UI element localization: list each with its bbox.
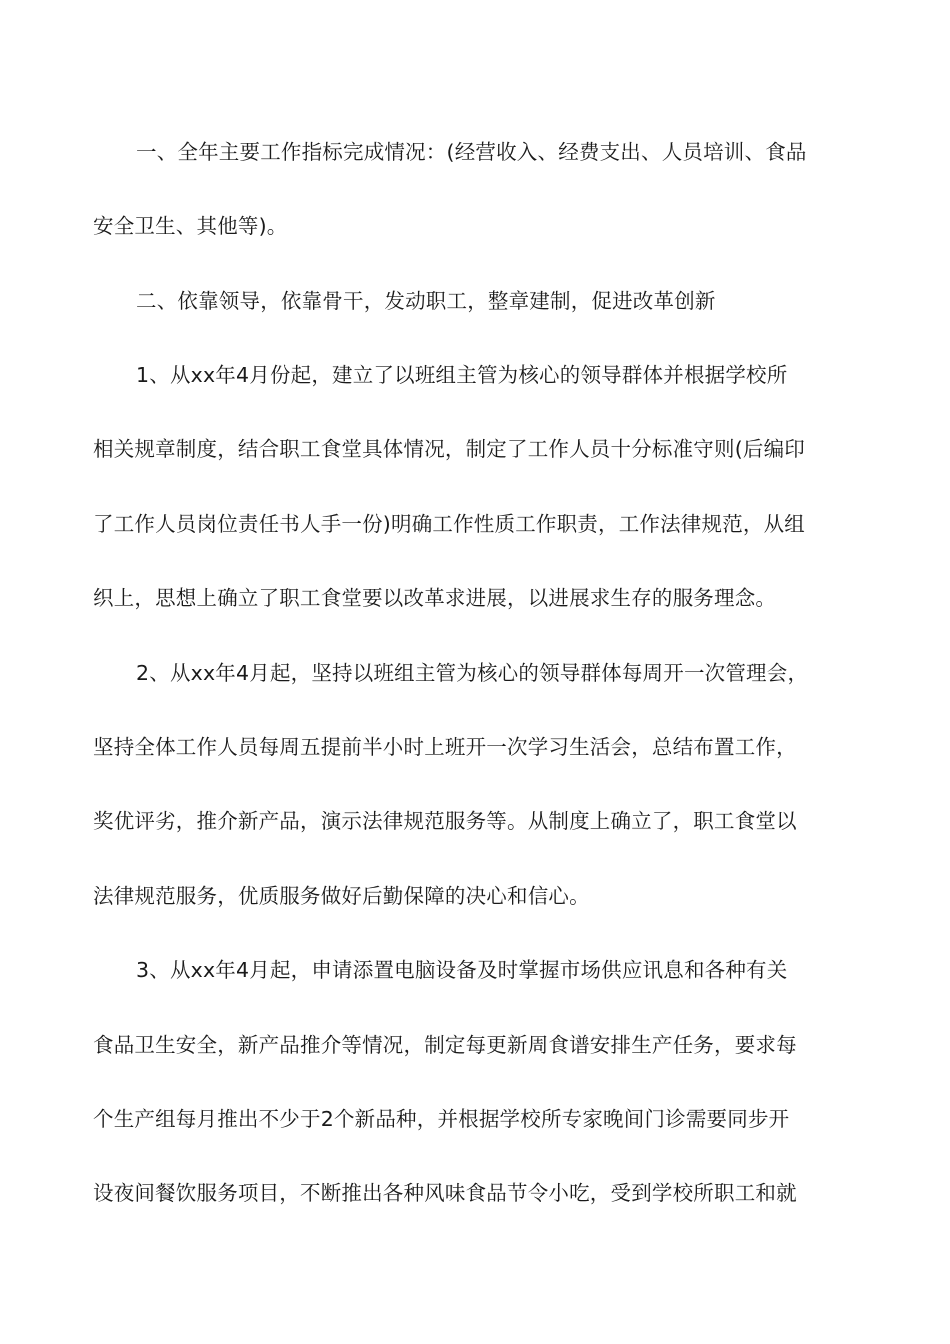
paragraph-item-3: 3、从xx年4月起，申请添置电脑设备及时掌握市场供应讯息和各种有关	[136, 958, 788, 982]
section-heading-2: 二、依靠领导，依靠骨干，发动职工，整章建制，促进改革创新	[136, 289, 716, 313]
section-heading-1: 一、全年主要工作指标完成情况：(经营收入、经费支出、人员培训、食品	[136, 140, 807, 164]
paragraph-line: 织上，思想上确立了职工食堂要以改革求进展，以进展求生存的服务理念。	[93, 586, 777, 610]
paragraph-line: 法律规范服务，优质服务做好后勤保障的决心和信心。	[93, 884, 590, 908]
paragraph-line: 了工作人员岗位责任书人手一份)明确工作性质工作职责，工作法律规范，从组	[93, 512, 805, 536]
paragraph-item-2: 2、从xx年4月起，坚持以班组主管为核心的领导群体每周开一次管理会，	[136, 661, 809, 685]
paragraph-line: 食品卫生安全，新产品推介等情况，制定每更新周食谱安排生产任务，要求每	[93, 1033, 797, 1057]
paragraph-item-1: 1、从xx年4月份起，建立了以班组主管为核心的领导群体并根据学校所	[136, 363, 788, 387]
paragraph-line: 坚持全体工作人员每周五提前半小时上班开一次学习生活会，总结布置工作，	[93, 735, 797, 759]
paragraph-line: 安全卫生、其他等)。	[93, 214, 288, 238]
paragraph-line: 相关规章制度，结合职工食堂具体情况，制定了工作人员十分标准守则(后编印	[93, 437, 805, 461]
paragraph-line: 设夜间餐饮服务项目，不断推出各种风味食品节令小吃，受到学校所职工和就	[93, 1181, 797, 1205]
paragraph-line: 个生产组每月推出不少于2个新品种，并根据学校所专家晚间门诊需要同步开	[93, 1107, 790, 1131]
paragraph-line: 奖优评劣，推介新产品，演示法律规范服务等。从制度上确立了，职工食堂以	[93, 809, 797, 833]
